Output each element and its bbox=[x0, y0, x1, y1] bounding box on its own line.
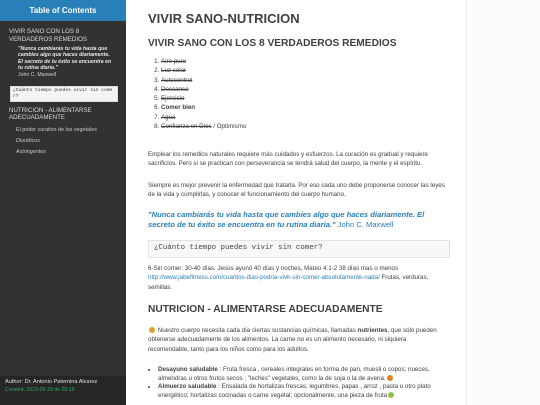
paragraph-remedios: Emplear los remedios naturales requiere más cuidados y esfuerzos. La curación es gradual y requiere sacrificios. Pero si se practican con perseverancia se tendrá salud del cuerpo, la mente y el espíritu. bbox=[148, 151, 428, 168]
fruit-emoji-icon bbox=[387, 375, 393, 381]
quote-text: "Nunca cambiarás tu vida hasta que cambies algo que haces diariamente. El secreto de tu éxito se encuentra en tu rutina diaria." bbox=[148, 210, 425, 229]
created-label: Created: 2023-09-29 de 20:16 bbox=[5, 387, 75, 393]
code-text: ¿Cuánto tiempo puedes vivir sin comer? bbox=[154, 244, 323, 252]
page-title: VIVIR SANO-NUTRICION bbox=[148, 11, 300, 26]
toc-subitem-vegetales[interactable]: El poder curativo de los vegetales bbox=[16, 126, 97, 133]
list-item: • Almuerzo saludable : Ensalada de hortalizas frescas; legumbres, papas , arroz , pasta u otro plato energético; hortalizas cocinadas o carne vegetal; opcionalmente, una pieza de fruta bbox=[158, 383, 458, 400]
vegetable-emoji-icon bbox=[388, 392, 394, 398]
toc-code-item[interactable]: ¿Cuánto tiempo puedes vivir sin comer? bbox=[10, 86, 118, 102]
sidebar bbox=[0, 0, 126, 405]
list-item: 4. Descanso bbox=[161, 85, 461, 94]
toc-subitem-diureticos[interactable]: Diuréticos bbox=[16, 137, 40, 144]
list-item: 5. Ejercicio bbox=[161, 94, 461, 103]
paragraph-nutrientes: Nuestro cuerpo necesita cada día ciertas sustancias químicas, llamadas nutrientes, que sólo pueden obtenerse adecuadamente de los alimentos. La carne no es un alimento necesario, ni siquiera recomendable, tanto para los niños como para los adultos. bbox=[148, 327, 437, 353]
list-item: 2. Luz solar bbox=[161, 66, 461, 75]
list-item: • Desayuno saludable : Fruta fresca , cereales integrales en forma de pan, muesli o copos; nueces, almendras u otros frutos secos ; "leches" vegetales, como la de soja o la de avena. bbox=[158, 366, 458, 383]
jabefitness-link[interactable]: http://www.jabefitness.com/cuantos-dias-podria-vivir-sin-comer-absolutamente-nada/ bbox=[148, 274, 380, 282]
list-item: 3. Autocontrol bbox=[161, 76, 461, 85]
paragraph-prevenir: Siempre es mejor prevenir la enfermedad que tratarla. Por eso cada uno debe proponerse conocer las leyes de la vida y cumplirlas, y conocer el funcionamiento del cuerpo humano. bbox=[148, 182, 445, 199]
list-item: 8. Confianza en Dios / Optimismo bbox=[161, 122, 461, 131]
toc-item-nutricion[interactable]: NUTRICION - ALIMENTARSE ADECUADAMENTE bbox=[9, 106, 92, 122]
main-content bbox=[126, 0, 466, 405]
list-item: 6. Comer bien bbox=[161, 103, 461, 112]
quote-author: John C. Maxwell bbox=[337, 220, 394, 229]
remedies-list bbox=[148, 57, 461, 131]
paragraph-sin-comer: 6-Sin comer: 30-40 días. Jesús ayunó 40 días y noches, Mateo 4:1-2 38 días mas o menos http://www.jabefitness.com/cuantos-dias-podria-vivir-sin-comer-absolutamente-nada/ Frutas, verduras, semillas. bbox=[148, 265, 429, 291]
section-heading-nutricion: NUTRICION - ALIMENTARSE ADECUADAMENTE bbox=[148, 304, 383, 315]
section-heading-remedios: VIVIR SANO CON LOS 8 VERDADEROS REMEDIOS bbox=[148, 38, 397, 49]
right-margin bbox=[466, 0, 540, 405]
toc-subitem-astringentes[interactable]: Astringentes bbox=[16, 148, 46, 155]
list-item: 7. Agua bbox=[161, 113, 461, 122]
list-item: 1. Aire puro bbox=[161, 57, 461, 66]
sidebar-title: Table of Contents bbox=[29, 6, 97, 15]
food-emoji-icon bbox=[149, 327, 155, 333]
blockquote bbox=[148, 210, 448, 230]
sidebar-header[interactable] bbox=[0, 0, 126, 21]
meals-list bbox=[148, 366, 458, 400]
code-block bbox=[148, 240, 450, 258]
toc-item-vivir-sano[interactable]: VIVIR SANO CON LOS 8 VERDADEROS REMEDIOS bbox=[9, 28, 88, 43]
author-label: Author: Dr. Antonio Paternina Alvarez bbox=[5, 379, 98, 385]
toc-quote[interactable]: "Nunca cambiarás tu vida hasta que cambies algo que haces diariamente. El secreto de tu éxito se encuentra en tu rutina diaria." bbox=[18, 46, 112, 72]
sidebar-footer bbox=[0, 376, 126, 405]
toc-quote-author[interactable]: John C. Maxwell bbox=[18, 71, 57, 78]
